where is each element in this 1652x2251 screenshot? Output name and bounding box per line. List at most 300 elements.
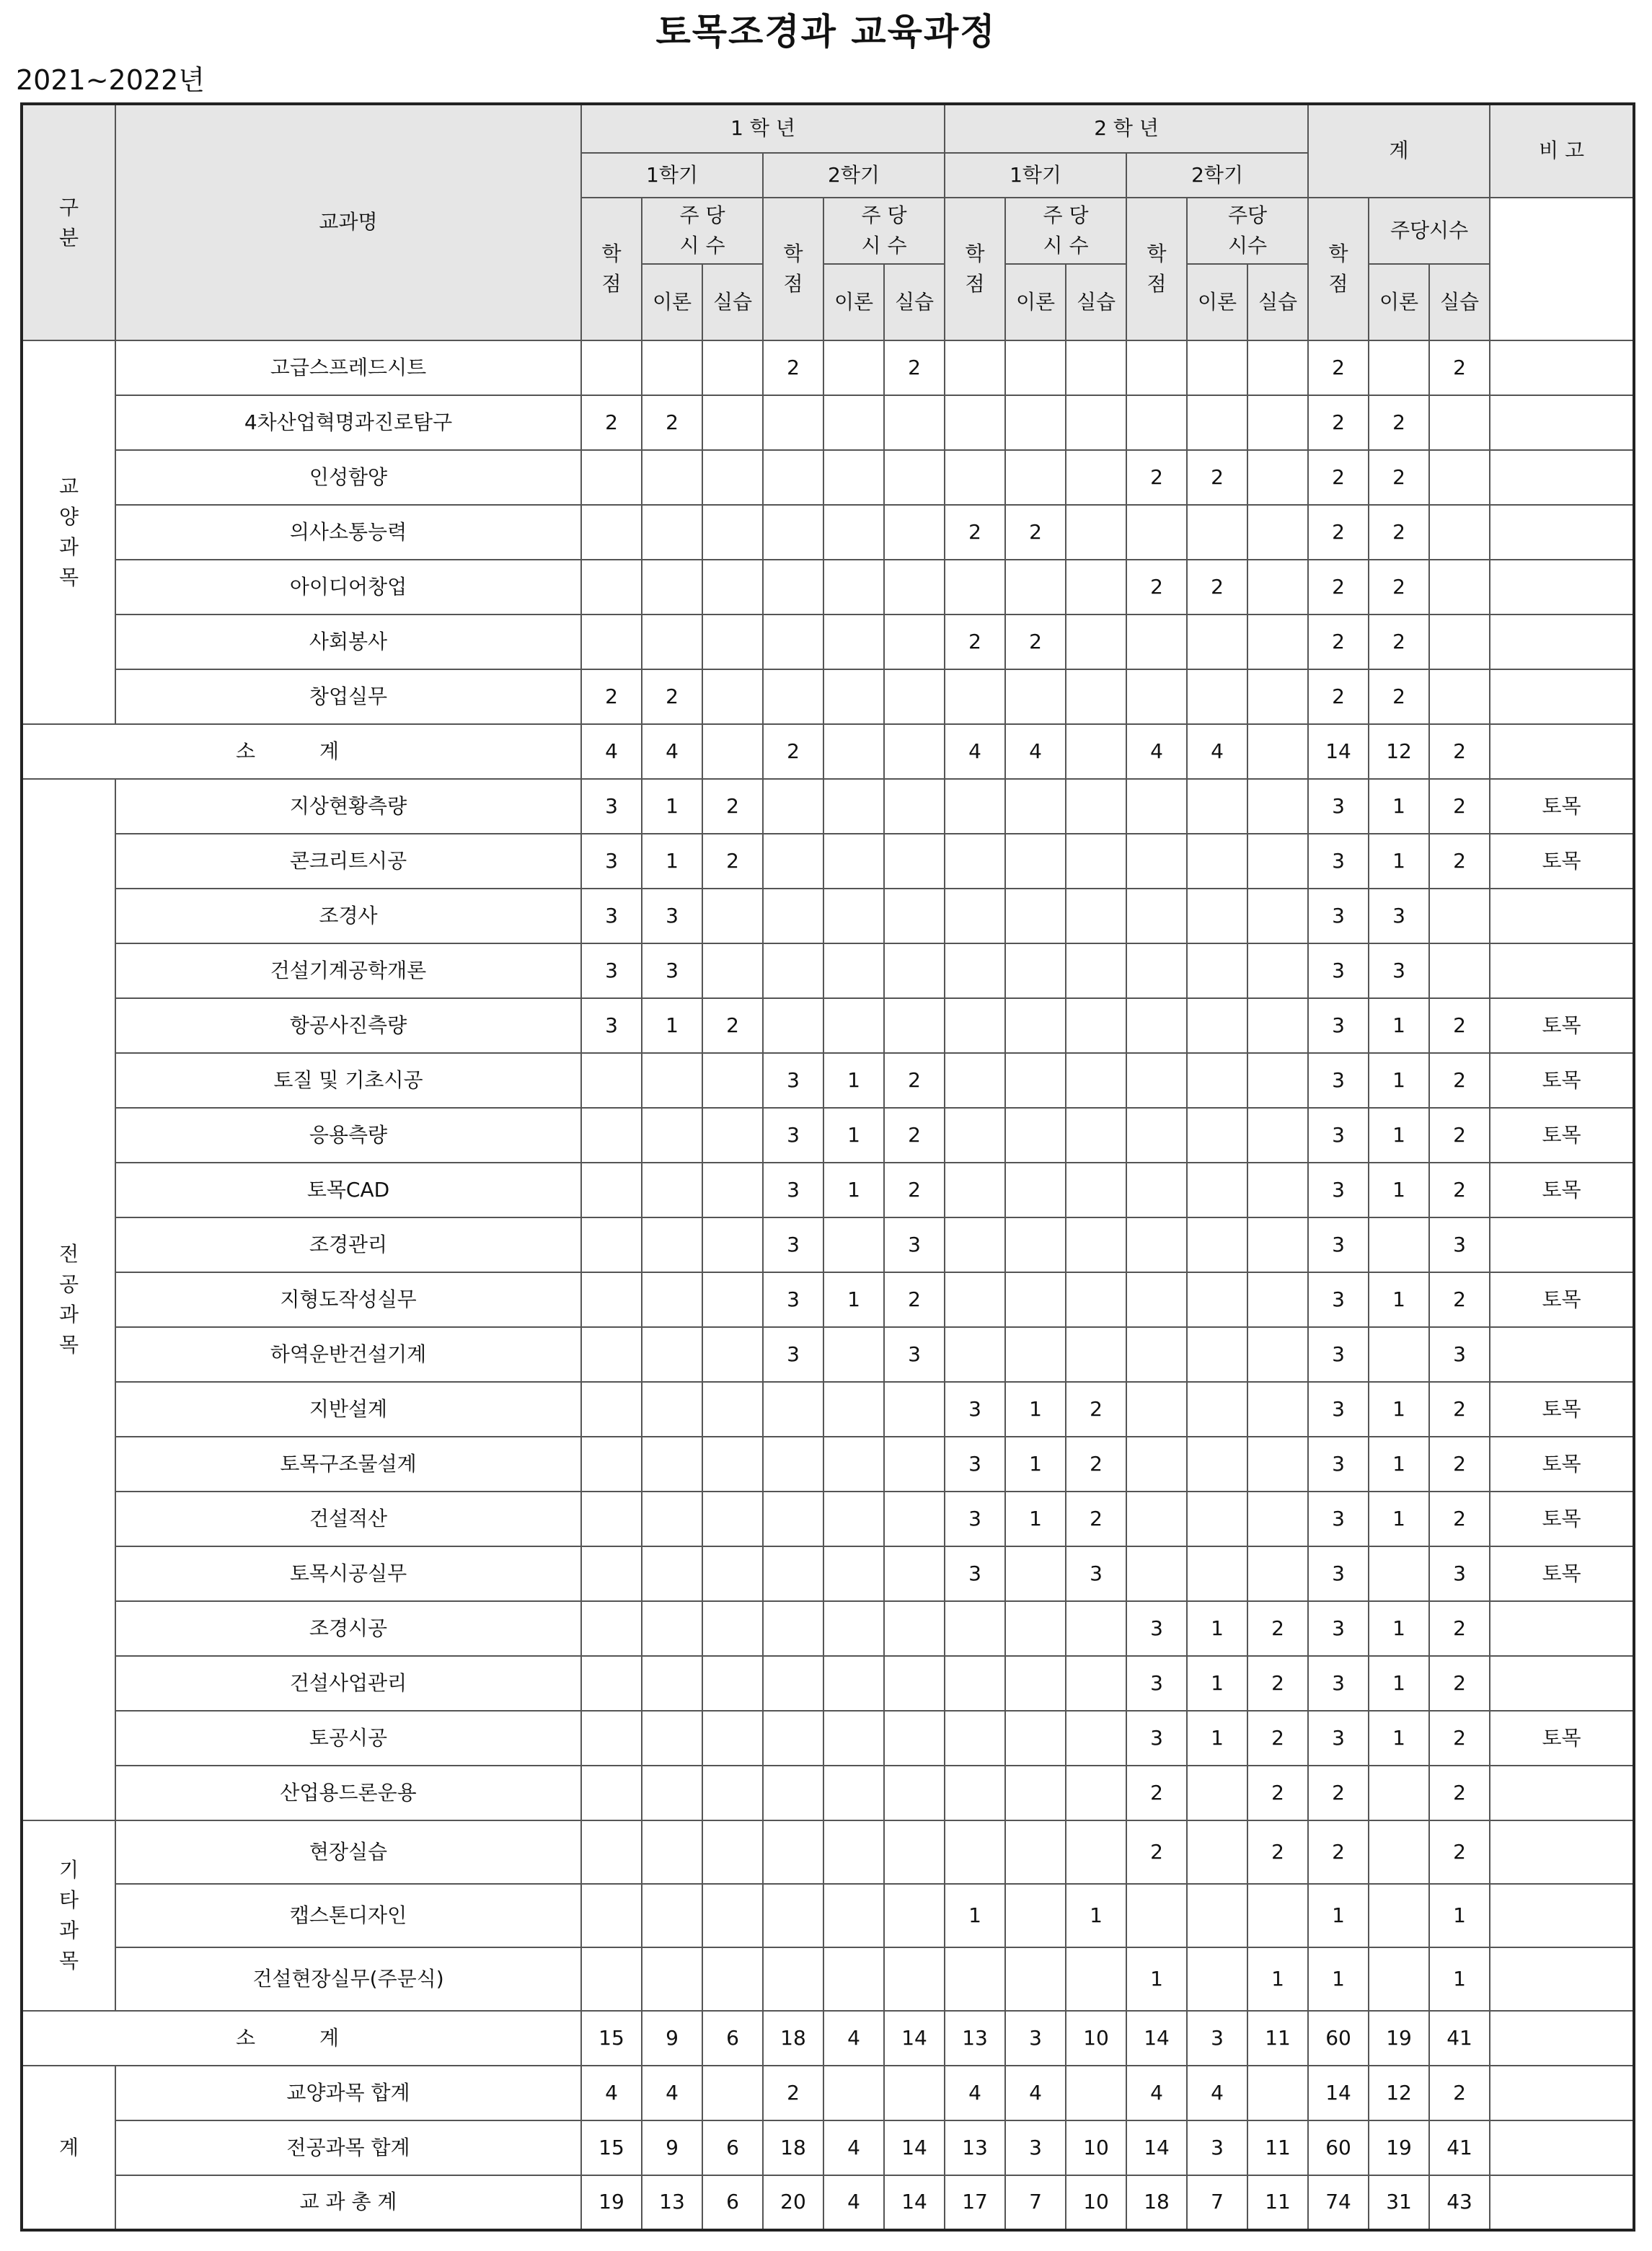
value-cell: 2 (1429, 1108, 1490, 1163)
value-cell: 3 (1308, 1437, 1369, 1492)
value-cell: 4 (581, 724, 642, 779)
value-cell: 2 (702, 998, 763, 1053)
course-name: 건설적산 (115, 1492, 581, 1546)
value-cell: 2 (1247, 1656, 1308, 1711)
value-cell: 2 (1429, 1656, 1490, 1711)
value-cell (1187, 614, 1247, 669)
value-cell (763, 1382, 823, 1437)
value-cell (1126, 669, 1187, 724)
value-cell (763, 1884, 823, 1947)
value-cell (1005, 1546, 1066, 1601)
header-practice: 실습 (1429, 264, 1490, 340)
course-name: 조경관리 (115, 1217, 581, 1272)
table-row (22, 669, 1634, 724)
value-cell (763, 889, 823, 943)
value-cell (581, 1766, 642, 1820)
value-cell (1247, 395, 1308, 450)
value-cell: 1 (945, 1884, 1005, 1947)
header-weekly-hours: 주당 시수 (1187, 198, 1308, 264)
value-cell: 1 (1308, 1884, 1369, 1947)
value-cell (581, 1656, 642, 1711)
value-cell: 2 (1429, 1492, 1490, 1546)
value-cell (1126, 889, 1187, 943)
value-cell (1247, 450, 1308, 505)
value-cell (702, 505, 763, 560)
value-cell: 2 (763, 724, 823, 779)
value-cell (884, 2066, 945, 2120)
value-cell (1247, 998, 1308, 1053)
value-cell (1066, 1820, 1126, 1884)
value-cell (1005, 669, 1066, 724)
value-cell (884, 1382, 945, 1437)
table-row (22, 1053, 1634, 1108)
value-cell (1066, 614, 1126, 669)
table-row (22, 560, 1634, 614)
value-cell (702, 1546, 763, 1601)
value-cell (945, 1711, 1005, 1766)
value-cell (702, 1711, 763, 1766)
value-cell (702, 1327, 763, 1382)
value-cell (581, 1217, 642, 1272)
value-cell: 1 (823, 1053, 884, 1108)
value-cell (1187, 1947, 1247, 2011)
value-cell (1066, 450, 1126, 505)
value-cell: 12 (1369, 724, 1429, 779)
value-cell (1126, 1163, 1187, 1217)
value-cell: 1 (1369, 1053, 1429, 1108)
table-row (22, 450, 1634, 505)
course-name: 교 과 총 계 (115, 2175, 581, 2230)
remark-cell: 토목 (1490, 1492, 1634, 1546)
value-cell: 3 (1308, 1217, 1369, 1272)
value-cell (702, 943, 763, 998)
course-name: 토공시공 (115, 1711, 581, 1766)
value-cell (823, 1711, 884, 1766)
value-cell (642, 1711, 702, 1766)
value-cell: 3 (1126, 1601, 1187, 1656)
value-cell (1247, 1217, 1308, 1272)
value-cell (884, 998, 945, 1053)
value-cell: 10 (1066, 2011, 1126, 2066)
course-name: 지반설계 (115, 1382, 581, 1437)
value-cell (1247, 1272, 1308, 1327)
value-cell (1247, 1163, 1308, 1217)
value-cell: 4 (823, 2175, 884, 2230)
value-cell: 2 (581, 669, 642, 724)
value-cell (1005, 1884, 1066, 1947)
header-theory: 이론 (642, 264, 702, 340)
value-cell: 4 (945, 2066, 1005, 2120)
value-cell: 4 (1005, 2066, 1066, 2120)
header-remarks: 비 고 (1490, 104, 1634, 198)
value-cell (1126, 1492, 1187, 1546)
value-cell (884, 1820, 945, 1884)
value-cell (1005, 450, 1066, 505)
value-cell: 2 (1369, 614, 1429, 669)
value-cell (1126, 998, 1187, 1053)
value-cell: 4 (1005, 724, 1066, 779)
remark-cell (1490, 1884, 1634, 1947)
value-cell: 1 (1126, 1947, 1187, 2011)
value-cell (1247, 889, 1308, 943)
value-cell (1005, 1163, 1066, 1217)
value-cell: 1 (1005, 1492, 1066, 1546)
value-cell: 14 (1308, 724, 1369, 779)
value-cell: 3 (581, 889, 642, 943)
value-cell (823, 614, 884, 669)
header-weekly-hours: 주 당 시 수 (642, 198, 763, 264)
value-cell (884, 779, 945, 834)
value-cell (1126, 1272, 1187, 1327)
value-cell: 2 (1247, 1601, 1308, 1656)
header-y2-semester1: 1학기 (945, 153, 1126, 198)
value-cell: 4 (945, 724, 1005, 779)
table-row (22, 943, 1634, 998)
value-cell: 12 (1369, 2066, 1429, 2120)
value-cell (1369, 1327, 1429, 1382)
value-cell (945, 669, 1005, 724)
value-cell (642, 1053, 702, 1108)
value-cell (884, 1492, 945, 1546)
course-name: 조경사 (115, 889, 581, 943)
value-cell: 9 (642, 2011, 702, 2066)
value-cell: 3 (581, 943, 642, 998)
header-practice: 실습 (1066, 264, 1126, 340)
value-cell: 3 (1308, 943, 1369, 998)
value-cell: 13 (945, 2120, 1005, 2175)
header-practice: 실습 (1247, 264, 1308, 340)
value-cell: 1 (642, 834, 702, 889)
value-cell (1429, 560, 1490, 614)
value-cell (702, 1217, 763, 1272)
value-cell (1126, 1217, 1187, 1272)
table-row (22, 1382, 1634, 1437)
value-cell (1247, 1053, 1308, 1108)
value-cell (884, 1546, 945, 1601)
value-cell: 2 (1429, 2066, 1490, 2120)
remark-cell (1490, 669, 1634, 724)
value-cell (1126, 943, 1187, 998)
value-cell (1005, 943, 1066, 998)
value-cell (642, 340, 702, 395)
course-name: 항공사진측량 (115, 998, 581, 1053)
value-cell: 6 (702, 2011, 763, 2066)
value-cell (763, 1711, 823, 1766)
value-cell (702, 614, 763, 669)
value-cell (581, 505, 642, 560)
value-cell: 2 (1369, 560, 1429, 614)
value-cell: 3 (1308, 834, 1369, 889)
value-cell (581, 1108, 642, 1163)
value-cell: 11 (1247, 2175, 1308, 2230)
header-credit: 학점 (581, 198, 642, 340)
value-cell (945, 834, 1005, 889)
value-cell (1066, 1272, 1126, 1327)
value-cell: 15 (581, 2120, 642, 2175)
remark-cell: 토목 (1490, 998, 1634, 1053)
value-cell (945, 779, 1005, 834)
header-credit: 학점 (945, 198, 1005, 340)
group-label-text: 교양과목 (58, 475, 79, 589)
value-cell (1126, 1382, 1187, 1437)
value-cell: 4 (1126, 724, 1187, 779)
value-cell (1187, 1272, 1247, 1327)
value-cell: 3 (1126, 1656, 1187, 1711)
course-name: 4차산업혁명과진로탐구 (115, 395, 581, 450)
remark-cell (1490, 724, 1634, 779)
value-cell: 2 (1369, 669, 1429, 724)
value-cell: 1 (1369, 1108, 1429, 1163)
value-cell (1066, 1163, 1126, 1217)
value-cell: 1 (642, 998, 702, 1053)
value-cell: 3 (1369, 889, 1429, 943)
course-name: 지상현황측량 (115, 779, 581, 834)
remark-cell (1490, 505, 1634, 560)
value-cell: 10 (1066, 2175, 1126, 2230)
value-cell: 2 (884, 1272, 945, 1327)
value-cell: 60 (1308, 2120, 1369, 2175)
value-cell: 4 (1187, 724, 1247, 779)
value-cell (1066, 560, 1126, 614)
value-cell: 3 (642, 943, 702, 998)
value-cell (702, 724, 763, 779)
value-cell: 2 (1429, 724, 1490, 779)
header-theory: 이론 (823, 264, 884, 340)
value-cell: 2 (642, 669, 702, 724)
course-name: 인성함양 (115, 450, 581, 505)
value-cell (1126, 1327, 1187, 1382)
value-cell (702, 1601, 763, 1656)
value-cell: 1 (1369, 1656, 1429, 1711)
value-cell: 11 (1247, 2011, 1308, 2066)
value-cell: 1 (1308, 1947, 1369, 2011)
value-cell: 2 (1066, 1492, 1126, 1546)
value-cell (642, 1492, 702, 1546)
header-year1: 1 학 년 (581, 104, 945, 153)
value-cell (702, 889, 763, 943)
value-cell: 2 (1308, 340, 1369, 395)
table-row (22, 1437, 1634, 1492)
value-cell: 3 (1308, 1053, 1369, 1108)
value-cell (1247, 1546, 1308, 1601)
value-cell (642, 450, 702, 505)
value-cell (1066, 943, 1126, 998)
value-cell (702, 450, 763, 505)
remark-cell: 토목 (1490, 779, 1634, 834)
value-cell (1247, 943, 1308, 998)
remark-cell (1490, 614, 1634, 669)
value-cell (581, 1711, 642, 1766)
value-cell (823, 340, 884, 395)
course-name: 교양과목 합계 (115, 2066, 581, 2120)
value-cell: 3 (1308, 1327, 1369, 1382)
table-row (22, 1711, 1634, 1766)
value-cell (884, 889, 945, 943)
value-cell: 2 (1429, 1163, 1490, 1217)
value-cell (1247, 1492, 1308, 1546)
value-cell: 3 (763, 1108, 823, 1163)
value-cell: 2 (1126, 560, 1187, 614)
value-cell (1187, 1884, 1247, 1947)
value-cell (1187, 1492, 1247, 1546)
value-cell (1005, 1711, 1066, 1766)
table-row (22, 1327, 1634, 1382)
group-label (22, 779, 115, 1820)
value-cell: 3 (1187, 2011, 1247, 2066)
value-cell (1005, 395, 1066, 450)
value-cell (763, 1820, 823, 1884)
value-cell: 1 (1369, 1272, 1429, 1327)
value-cell: 18 (763, 2120, 823, 2175)
value-cell: 6 (702, 2175, 763, 2230)
table-row (22, 1492, 1634, 1546)
value-cell (1126, 1108, 1187, 1163)
group-label (22, 2066, 115, 2230)
table-row (22, 1884, 1634, 1947)
value-cell: 14 (884, 2011, 945, 2066)
value-cell (1066, 340, 1126, 395)
value-cell: 2 (1066, 1437, 1126, 1492)
remark-cell (1490, 2066, 1634, 2120)
value-cell (884, 450, 945, 505)
value-cell: 3 (763, 1272, 823, 1327)
value-cell (1187, 1327, 1247, 1382)
course-name: 전공과목 합계 (115, 2120, 581, 2175)
value-cell (1066, 1656, 1126, 1711)
year-range: 2021~2022년 (16, 64, 205, 96)
value-cell (1126, 1437, 1187, 1492)
course-name: 조경시공 (115, 1601, 581, 1656)
value-cell (581, 1053, 642, 1108)
value-cell (1247, 1437, 1308, 1492)
header-credit: 학점 (763, 198, 823, 340)
course-name: 토목CAD (115, 1163, 581, 1217)
value-cell: 1 (1369, 1601, 1429, 1656)
value-cell: 1 (1369, 1437, 1429, 1492)
value-cell: 2 (1429, 1766, 1490, 1820)
value-cell: 31 (1369, 2175, 1429, 2230)
header-weekly-hours-total: 주당시수 (1369, 198, 1490, 264)
value-cell: 41 (1429, 2011, 1490, 2066)
value-cell: 3 (1429, 1327, 1490, 1382)
remark-cell (1490, 889, 1634, 943)
remark-cell: 토목 (1490, 1437, 1634, 1492)
value-cell: 2 (702, 779, 763, 834)
value-cell (642, 1820, 702, 1884)
value-cell: 1 (1247, 1947, 1308, 2011)
value-cell: 3 (1308, 779, 1369, 834)
table-row (22, 1820, 1634, 1884)
value-cell (1187, 1053, 1247, 1108)
value-cell (702, 1820, 763, 1884)
header-weekly-hours: 주 당 시 수 (823, 198, 945, 264)
value-cell (1005, 1766, 1066, 1820)
page-title: 토목조경과 교육과정 (655, 11, 997, 53)
value-cell (945, 998, 1005, 1053)
value-cell (702, 1656, 763, 1711)
value-cell (581, 1327, 642, 1382)
value-cell (884, 395, 945, 450)
remark-cell (1490, 560, 1634, 614)
remark-cell (1490, 450, 1634, 505)
value-cell (763, 834, 823, 889)
value-cell (642, 1217, 702, 1272)
header-course-name: 교과명 (115, 104, 581, 340)
value-cell: 2 (884, 1053, 945, 1108)
value-cell (702, 1053, 763, 1108)
value-cell (702, 340, 763, 395)
value-cell: 19 (1369, 2011, 1429, 2066)
value-cell (1187, 505, 1247, 560)
value-cell (1187, 1163, 1247, 1217)
value-cell (1066, 1601, 1126, 1656)
value-cell: 2 (1429, 779, 1490, 834)
value-cell (1369, 1217, 1429, 1272)
value-cell: 2 (1308, 450, 1369, 505)
remark-cell (1490, 1947, 1634, 2011)
value-cell: 4 (1187, 2066, 1247, 2120)
value-cell: 2 (763, 340, 823, 395)
value-cell (1066, 1108, 1126, 1163)
value-cell (581, 1437, 642, 1492)
value-cell (1066, 505, 1126, 560)
value-cell: 2 (1308, 614, 1369, 669)
value-cell (945, 943, 1005, 998)
value-cell (823, 2066, 884, 2120)
value-cell: 2 (1308, 669, 1369, 724)
value-cell (763, 1656, 823, 1711)
value-cell: 2 (1066, 1382, 1126, 1437)
table-row (22, 1108, 1634, 1163)
value-cell (945, 1820, 1005, 1884)
value-cell (945, 1053, 1005, 1108)
value-cell (823, 834, 884, 889)
header-y1-semester2: 2학기 (763, 153, 945, 198)
value-cell: 3 (1308, 1492, 1369, 1546)
value-cell: 3 (945, 1437, 1005, 1492)
course-name: 산업용드론운용 (115, 1766, 581, 1820)
value-cell (1005, 1820, 1066, 1884)
value-cell: 1 (1369, 1382, 1429, 1437)
remark-cell (1490, 1656, 1634, 1711)
value-cell (642, 1656, 702, 1711)
value-cell (702, 395, 763, 450)
value-cell (642, 614, 702, 669)
value-cell: 2 (1247, 1711, 1308, 1766)
value-cell: 2 (1187, 560, 1247, 614)
value-cell (1247, 2066, 1308, 2120)
value-cell: 4 (823, 2120, 884, 2175)
value-cell: 2 (1369, 505, 1429, 560)
value-cell: 11 (1247, 2120, 1308, 2175)
value-cell (763, 779, 823, 834)
value-cell: 2 (1369, 450, 1429, 505)
value-cell (1187, 998, 1247, 1053)
value-cell: 3 (581, 779, 642, 834)
value-cell (823, 1884, 884, 1947)
value-cell: 20 (763, 2175, 823, 2230)
value-cell (1066, 1327, 1126, 1382)
value-cell (823, 1766, 884, 1820)
value-cell: 3 (1187, 2120, 1247, 2175)
value-cell: 7 (1005, 2175, 1066, 2230)
value-cell: 3 (945, 1492, 1005, 1546)
value-cell: 10 (1066, 2120, 1126, 2175)
value-cell: 4 (642, 2066, 702, 2120)
value-cell (1005, 834, 1066, 889)
value-cell (823, 1327, 884, 1382)
value-cell (1369, 1820, 1429, 1884)
